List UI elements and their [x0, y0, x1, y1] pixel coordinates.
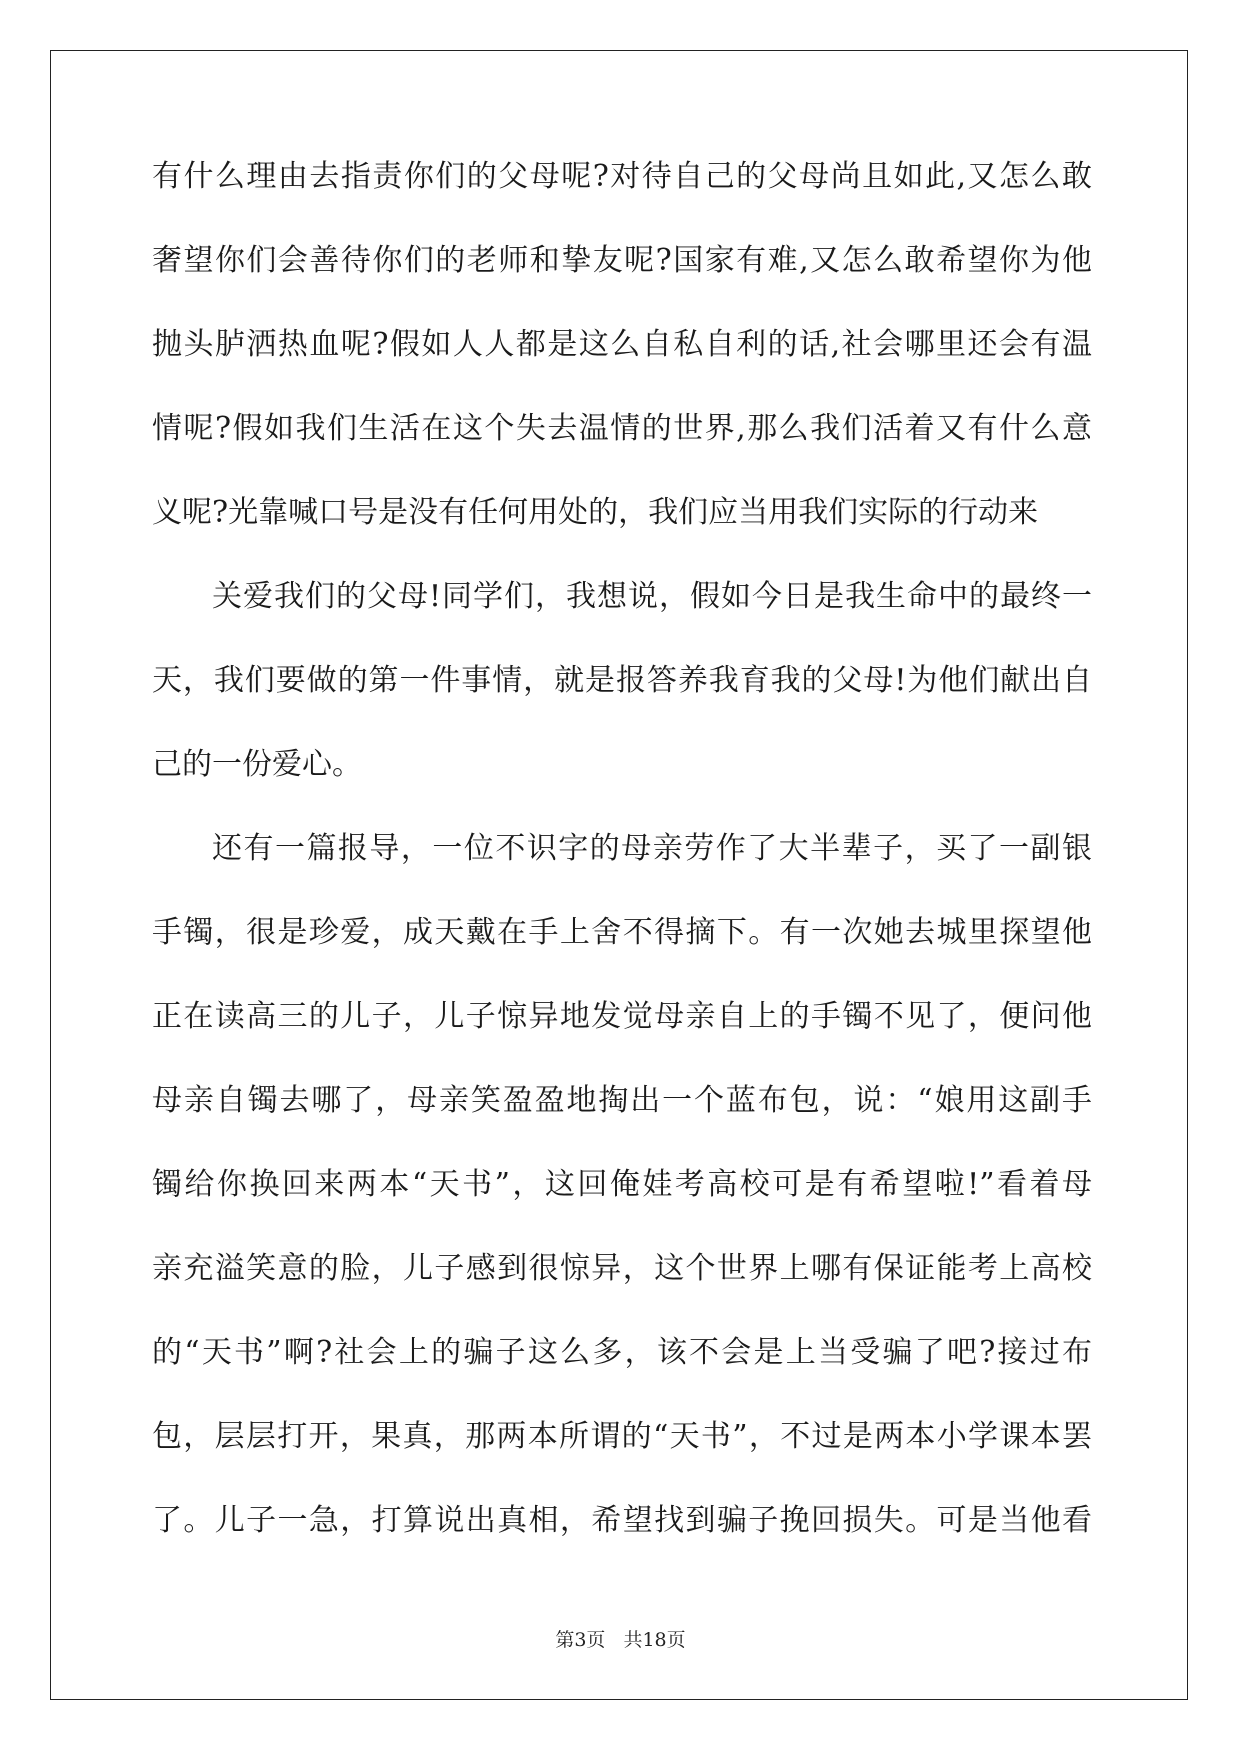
- text-line: 己的一份爱心。: [152, 747, 362, 782]
- text-line: 正在读高三的儿子，儿子惊异地发觉母亲自上的手镯不见了，便问他: [152, 999, 1092, 1034]
- text-line: 的“天书”啊?社会上的骗子这么多，该不会是上当受骗了吧?接过布: [152, 1335, 1092, 1370]
- document-body: [152, 157, 1092, 1585]
- text-line: 关爱我们的父母!同学们，我想说，假如今日是我生命中的最终一: [212, 579, 1092, 614]
- text-line: 母亲自镯去哪了，母亲笑盈盈地掏出一个蓝布包，说：“娘用这副手: [152, 1083, 1092, 1118]
- text-line: 了。儿子一急，打算说出真相，希望找到骗子挽回损失。可是当他看: [152, 1503, 1092, 1538]
- text-line: 镯给你换回来两本“天书”，这回俺娃考高校可是有希望啦!”看着母: [152, 1167, 1092, 1202]
- text-line: 义呢?光靠喊口号是没有任何用处的，我们应当用我们实际的行动来: [152, 495, 1039, 530]
- text-line: 手镯，很是珍爱，成天戴在手上舍不得摘下。有一次她去城里探望他: [152, 915, 1092, 950]
- text-line: 包，层层打开，果真，那两本所谓的“天书”，不过是两本小学课本罢: [152, 1419, 1092, 1454]
- text-line: 有什么理由去指责你们的父母呢?对待自己的父母尚且如此,又怎么敢: [152, 159, 1092, 194]
- text-line: 亲充溢笑意的脸，儿子感到很惊异，这个世界上哪有保证能考上高校: [152, 1251, 1092, 1286]
- text-line: 天，我们要做的第一件事情，就是报答养我育我的父母!为他们献出自: [152, 663, 1092, 698]
- page-total: 共18页: [623, 1629, 686, 1651]
- page-footer: [0, 1625, 1241, 1652]
- page-number: 第3页: [555, 1629, 606, 1651]
- text-line: 奢望你们会善待你们的老师和挚友呢?国家有难,又怎么敢希望你为他: [152, 243, 1092, 278]
- text-line: 还有一篇报导，一位不识字的母亲劳作了大半辈子，买了一副银: [212, 831, 1092, 866]
- text-line: 抛头胪洒热血呢?假如人人都是这么自私自利的话,社会哪里还会有温: [152, 327, 1092, 362]
- text-line: 情呢?假如我们生活在这个失去温情的世界,那么我们活着又有什么意: [152, 411, 1092, 446]
